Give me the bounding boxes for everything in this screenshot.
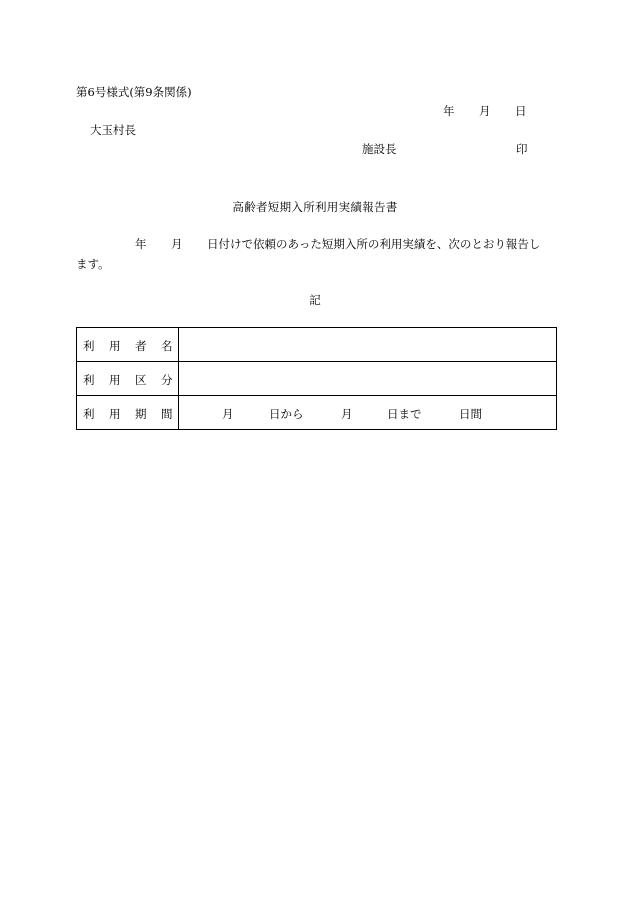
period-start-day: 日から <box>269 407 304 421</box>
period-start-month: 月 <box>222 407 234 421</box>
addressee: 大玉村長 <box>90 123 136 137</box>
period-end-day: 日まで <box>387 407 422 421</box>
sender-title: 施設長 <box>362 142 397 156</box>
body-month-label: 月 <box>171 237 183 251</box>
body-paragraph-line2: ます。 <box>76 257 110 271</box>
body-year-label: 年 <box>135 237 147 251</box>
ki-heading: 記 <box>309 293 321 307</box>
user-name-value[interactable] <box>179 328 557 362</box>
date-year-label: 年 <box>443 104 455 118</box>
usage-table <box>76 327 557 430</box>
form-number: 第6号様式(第9条関係) <box>76 85 192 99</box>
period-days: 日間 <box>459 407 482 421</box>
document-title: 高齢者短期入所利用実績報告書 <box>232 200 398 214</box>
date-month-label: 月 <box>479 104 491 118</box>
period-end-month: 月 <box>341 407 353 421</box>
label-usage-period: 利 用 期 間 <box>77 396 179 430</box>
usage-category-value[interactable] <box>179 362 557 396</box>
date-day-label: 日 <box>515 104 527 118</box>
usage-period-value[interactable] <box>179 396 557 430</box>
table-row <box>77 328 557 362</box>
label-user-name: 利 用 者 名 <box>77 328 179 362</box>
table-row <box>77 362 557 396</box>
table-row <box>77 396 557 430</box>
body-text: 日付けで依頼のあった短期入所の利用実績を、次のとおり報告し <box>207 237 541 251</box>
seal-mark: 印 <box>516 142 528 156</box>
label-usage-category: 利 用 区 分 <box>77 362 179 396</box>
